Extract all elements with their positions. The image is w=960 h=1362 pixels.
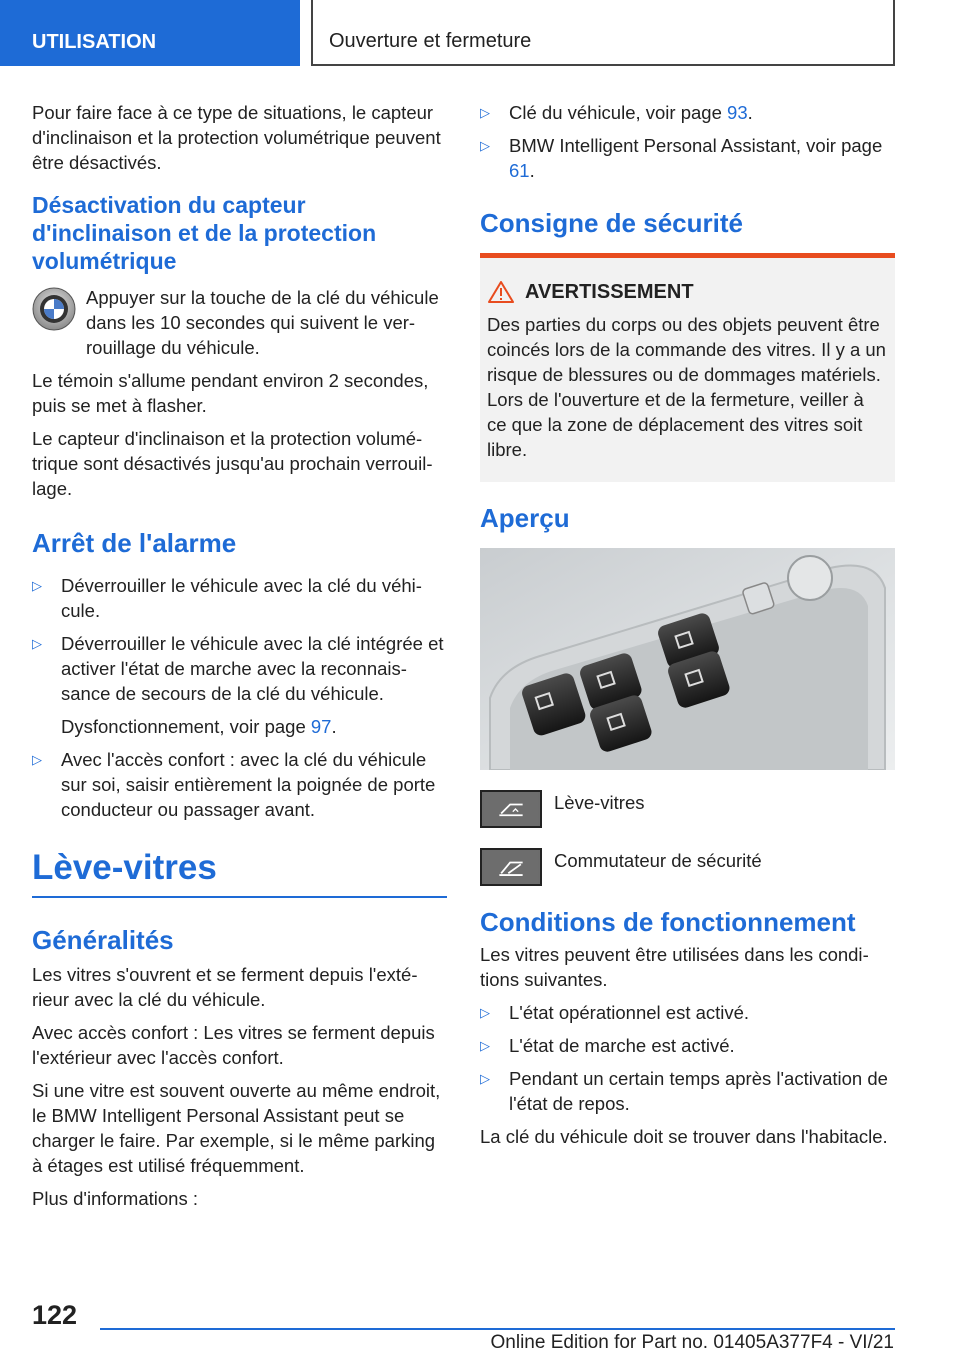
edition-note: Online Edition for Part no. 01405A377F4 - VI/21 <box>490 1332 894 1353</box>
window-lifters-heading: Lève-vitres <box>32 846 447 898</box>
conditions-outro: La clé du véhicule doit se trouver dans l'habitacle. <box>480 1126 888 1147</box>
deactivation-note <box>32 285 447 368</box>
symbol-label: Commutateur de sécurité <box>554 850 762 871</box>
left-column <box>32 100 447 1219</box>
general-paragraph-3: Si une vitre est souvent ouverte au même endroit, le BMW Intelligent Personal Assistant peut se charger le faire. Par exemple, si le même parking à étages est utilisé fréquemment. <box>32 1080 441 1176</box>
page-number: 122 <box>32 1300 78 1330</box>
alarm-heading: Arrêt de l'alarme <box>32 528 237 558</box>
warning-triangle-icon <box>487 280 515 304</box>
list-item: ▷ BMW Intelligent Personal Assistant, voir page 61. <box>480 135 883 181</box>
malfunction-reference: Dysfonctionnement, voir page 97. <box>61 716 337 737</box>
list-item: ▷ Déverrouiller le véhicule avec la clé du véhicule. <box>32 575 422 621</box>
section-tab <box>0 0 300 66</box>
list-item: ▷ Pendant un certain temps après l'activation de l'état de repos. <box>480 1068 888 1114</box>
bmw-logo-icon <box>32 287 76 331</box>
triangle-bullet-icon: ▷ <box>480 1071 490 1086</box>
chapter-title: Ouverture et fermeture <box>329 30 532 52</box>
triangle-bullet-icon: ▷ <box>32 578 42 593</box>
deactivation-instruction: Appuyer sur la touche de la clé du véhicule dans les 10 secondes qui suivent le verrouillage du véhicule. <box>86 287 439 358</box>
conditions-intro: Les vitres peuvent être utilisées dans les conditions suivantes. <box>480 944 869 990</box>
conditions-heading: Conditions de fonctionnement <box>480 907 856 937</box>
general-paragraph-4: Plus d'informations : <box>32 1188 198 1209</box>
info-list <box>480 100 895 183</box>
safety-heading: Consigne de sécurité <box>480 208 743 238</box>
triangle-bullet-icon: ▷ <box>480 105 490 120</box>
list-item: ▷ L'état de marche est activé. <box>480 1035 735 1056</box>
window-switch-photo <box>480 548 895 770</box>
warning-box <box>480 253 895 482</box>
page-link-61[interactable]: 61 <box>509 160 530 181</box>
general-paragraph-2: Avec accès confort : Les vitres se ferment depuis l'extérieur avec l'accès confort. <box>32 1022 435 1068</box>
general-heading: Généralités <box>32 925 174 955</box>
triangle-bullet-icon: ▷ <box>480 138 490 153</box>
intro-paragraph: Pour faire face à ce type de situations, le capteur d'inclinaison et la protection volumétrique peuvent être désactivés. <box>32 102 441 173</box>
triangle-bullet-icon: ▷ <box>480 1005 490 1020</box>
triangle-bullet-icon: ▷ <box>32 752 42 767</box>
chapter-header <box>311 0 895 66</box>
page-link-97[interactable]: 97 <box>310 716 332 737</box>
list-item: ▷ Clé du véhicule, voir page 93. <box>480 102 753 123</box>
list-item: ▷ Avec l'accès confort : avec la clé du véhicule sur soi, saisir entièrement la poignée de porte conducteur ou passager avant. <box>32 749 436 820</box>
symbol-row <box>480 790 895 828</box>
warning-text: Des parties du corps ou des objets peuvent être coincés lors de la commande des vitres. Il y a un risque de blessures ou de dommages matériels. Lors de l'ouverture et de la fermeture, veiller à ce que la zone de déplacement des vitres soit libre. <box>487 314 886 460</box>
page-link-93[interactable]: 93 <box>727 102 748 123</box>
right-column <box>480 100 895 1157</box>
deactivation-heading: Désactivation du capteur d'inclinaison et de la protection volumétrique <box>32 192 377 274</box>
symbol-row <box>480 848 895 886</box>
conditions-list <box>480 1000 895 1116</box>
window-lifter-icon <box>480 790 542 828</box>
list-item: ▷ L'état opérationnel est activé. <box>480 1002 750 1023</box>
deactivation-led: Le témoin s'allume pendant environ 2 secondes, puis se met à flasher. <box>32 370 429 416</box>
overview-heading: Aperçu <box>480 503 570 533</box>
footer-divider <box>100 1328 895 1330</box>
general-paragraph-1: Les vitres s'ouvrent et se ferment depuis l'extérieur avec la clé du véhicule. <box>32 964 418 1010</box>
warning-title: AVERTISSEMENT <box>487 280 887 304</box>
deactivation-result: Le capteur d'inclinaison et la protection volumétrique sont désactivés jusqu'au prochain verrouillage. <box>32 428 433 499</box>
alarm-list <box>32 573 447 822</box>
safety-switch-icon <box>480 848 542 886</box>
triangle-bullet-icon: ▷ <box>480 1038 490 1053</box>
symbol-label: Lève-vitres <box>554 792 645 813</box>
triangle-bullet-icon: ▷ <box>32 636 42 651</box>
section-label: UTILISATION <box>32 31 157 53</box>
list-item: ▷ Déverrouiller le véhicule avec la clé intégrée et activer l'état de marche avec la reconnaissance de secours de la clé du véhicule. Dysfonctionnement, voir page 97. <box>32 631 447 739</box>
